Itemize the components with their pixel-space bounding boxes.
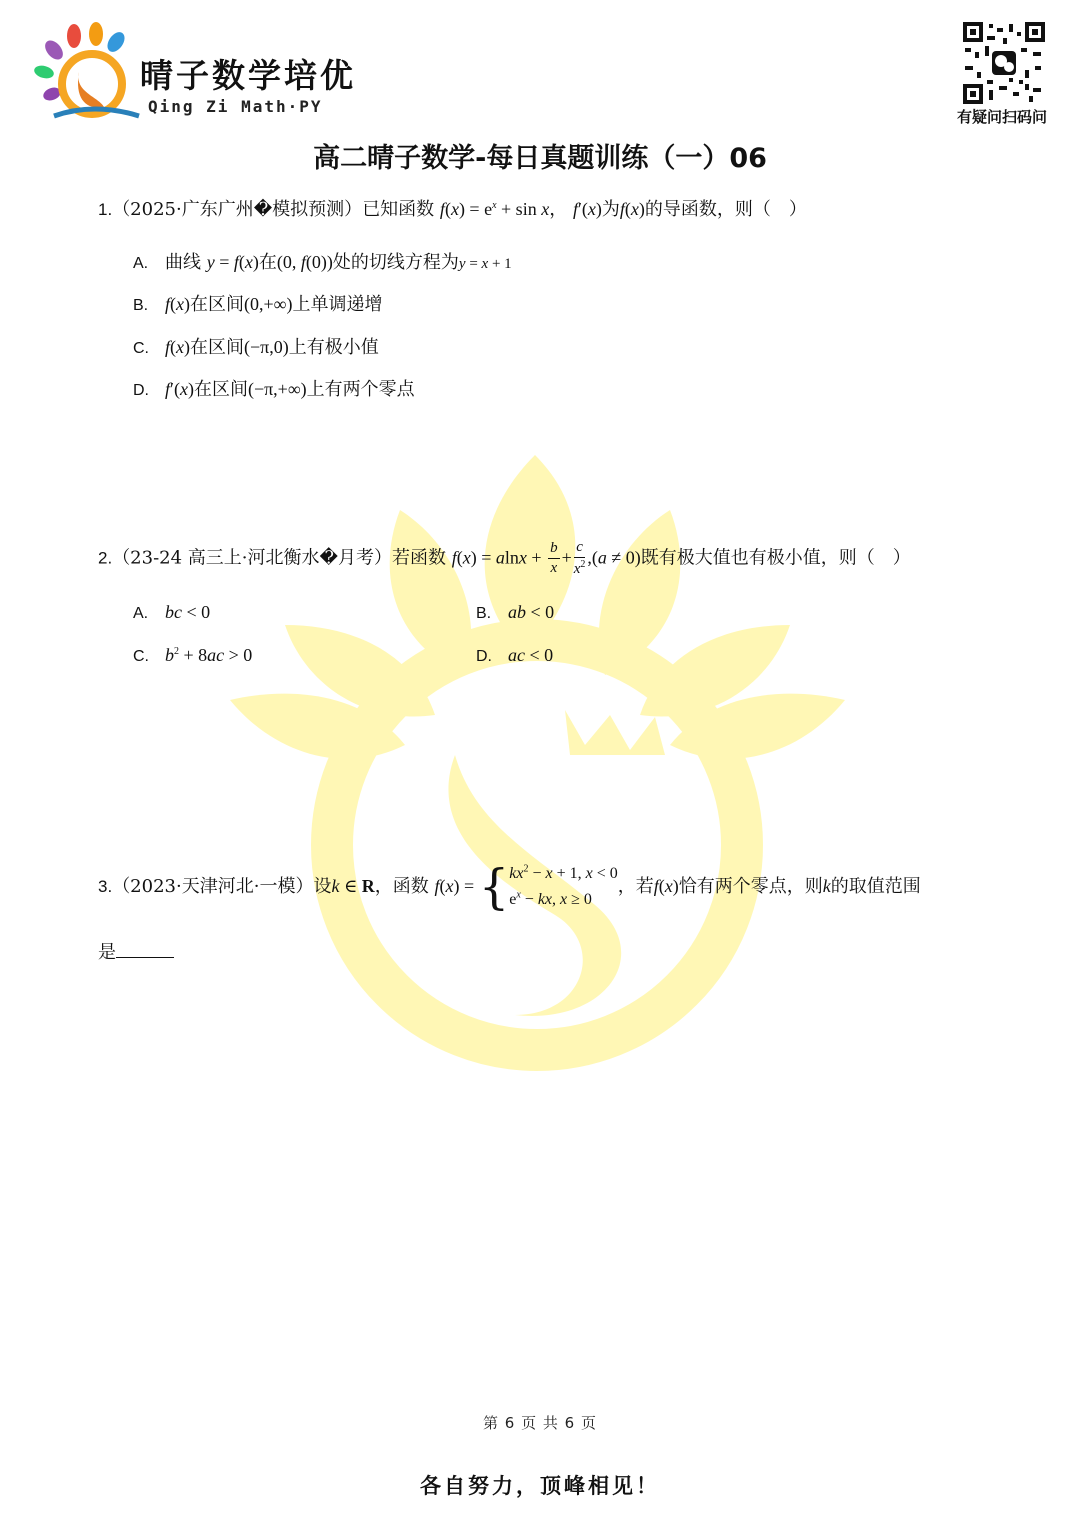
question-2-stem: 2.（23-24 高三上·河北衡水�月考）若函数 f(x) = alnx + $\frac{b}{x}$ + $\frac{c}{x^2}$ ,(a ≠ 0)既有极大值也有极小值，则（ ） bbox=[98, 539, 911, 577]
footer-motto: 各自努力，顶峰相见！ bbox=[420, 1473, 660, 1498]
qr-code-icon bbox=[963, 22, 1045, 104]
math-formula: f bbox=[439, 199, 445, 219]
option-b: B. f(x)在区间(0,+∞)上单调递增 bbox=[133, 294, 383, 315]
page-title: 高二晴子数学-每日真题训练（一）06 bbox=[313, 143, 767, 174]
page-number: 第 6 页 共 6 页 bbox=[483, 1414, 597, 1432]
question-source: （2025·广东广州�模拟预测） bbox=[112, 199, 363, 220]
qr-caption: 有疑问扫码问 bbox=[957, 108, 1048, 126]
question-number: 3. bbox=[98, 876, 113, 896]
sunflower-logo-icon bbox=[34, 22, 144, 126]
option-d: D. ac < 0 bbox=[476, 645, 554, 665]
option-b: B. ab < 0 bbox=[476, 602, 555, 622]
option-d: D. f′(x)在区间(−π,+∞)上有两个零点 bbox=[133, 379, 415, 400]
brand-name: 晴子数学培优 bbox=[140, 56, 356, 95]
question-1-stem: 1.（2025·广东广州�模拟预测）已知函数 $f(x) = e^x + \sin x$， f′(x)为f(x)的导函数，则（ ） bbox=[98, 199, 807, 220]
question-source: （23-24 高三上·河北衡水�月考） bbox=[112, 547, 392, 569]
question-3-continuation: 是 bbox=[98, 942, 174, 964]
option-c: C. $b^2 + 8ac > 0$ bbox=[133, 645, 253, 665]
option-a: A. bc < 0 bbox=[133, 602, 211, 622]
question-3-stem: 3.（2023·天津河北·一模）设k ∈ R，函数 f(x) = { $kx^2 - x + 1$, x < 0 $e^x$ − kx, x ≥ 0 ，若f(x)恰有两个零点，则k的取值范围 bbox=[98, 858, 921, 915]
question-number: 2. bbox=[98, 548, 113, 568]
question-source: （2023·天津河北·一模） bbox=[112, 875, 314, 897]
option-c: C. f(x)在区间(−π,0)上有极小值 bbox=[133, 337, 379, 358]
question-number: 1. bbox=[98, 200, 113, 219]
brand-name-english: Qing Zi Math·PY bbox=[148, 97, 323, 116]
option-a: A. 曲线 y = f(x)在(0, f(0))处的切线方程为y = x + 1 bbox=[133, 252, 512, 273]
answer-blank[interactable] bbox=[116, 943, 174, 958]
